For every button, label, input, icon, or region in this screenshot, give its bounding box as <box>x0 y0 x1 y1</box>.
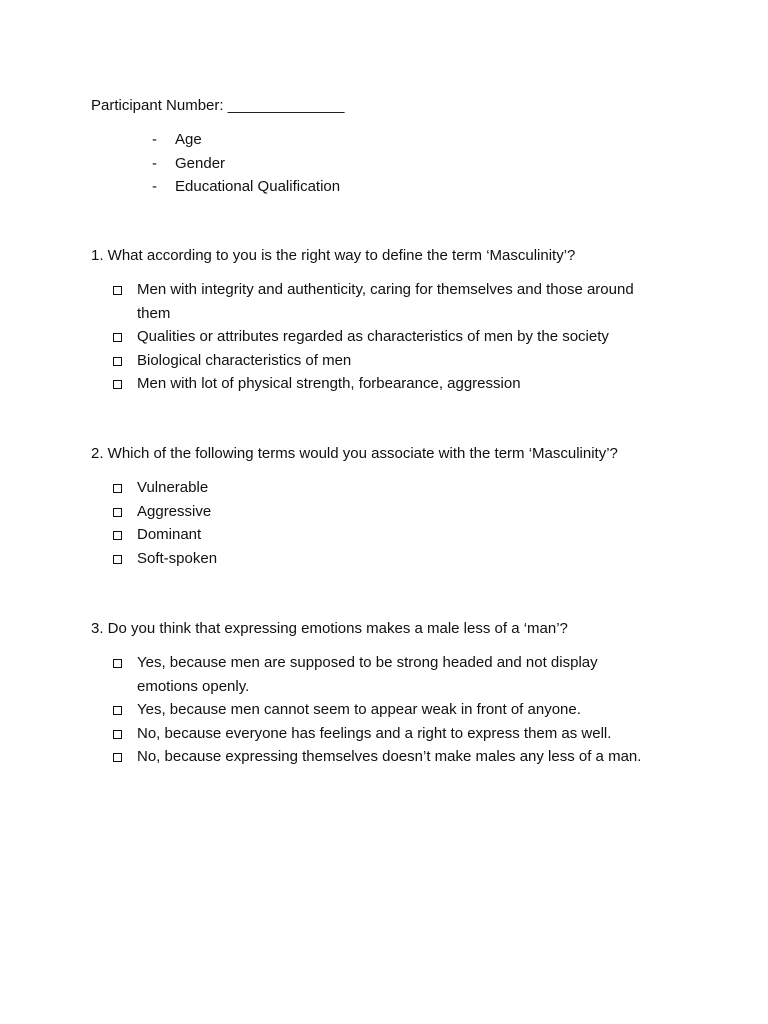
option-label: Qualities or attributes regarded as characteristics of men by the society <box>137 328 609 345</box>
option-label: Soft-spoken <box>137 549 218 567</box>
question-2-text: 2. Which of the following terms would you associate with the term ‘Masculinity’? <box>91 445 618 462</box>
option-label: No, because expressing themselves doesn’t make males any less of a man. <box>137 748 642 765</box>
demographic-label: Educational Qualification <box>175 178 341 195</box>
demographic-item-gender <box>152 152 340 176</box>
question-3-option-2[interactable] <box>112 698 657 722</box>
checkbox-icon[interactable] <box>113 380 122 389</box>
option-label: No, because everyone has feelings and a right to express them as well. <box>137 724 612 742</box>
demographic-label: Gender <box>175 154 226 172</box>
question-2-option-3[interactable] <box>112 523 672 547</box>
question-1-option-4[interactable] <box>112 372 652 396</box>
demographics-list <box>152 128 340 199</box>
checkbox-icon[interactable] <box>113 508 122 517</box>
list-dash: - <box>152 131 157 148</box>
option-label: Biological characteristics of men <box>137 351 352 369</box>
demographic-label: Age <box>175 131 202 148</box>
question-3-option-3[interactable] <box>112 722 657 746</box>
checkbox-icon[interactable] <box>113 286 122 295</box>
option-label: Aggressive <box>137 502 212 520</box>
option-label: Dominant <box>137 526 202 543</box>
question-1-option-1[interactable] <box>112 278 652 325</box>
option-label: Yes, because men cannot seem to appear weak in front of anyone. <box>137 701 581 718</box>
question-1-options <box>112 278 652 396</box>
option-label: Men with integrity and authenticity, caring for themselves and those around them <box>137 281 634 322</box>
question-3-text: 3. Do you think that expressing emotions makes a male less of a ‘man’? <box>91 620 568 637</box>
checkbox-icon[interactable] <box>113 531 122 540</box>
checkbox-icon[interactable] <box>113 659 122 668</box>
checkbox-icon[interactable] <box>113 357 122 366</box>
demographic-item-age <box>152 128 340 152</box>
question-1-text: 1. What according to you is the right way to define the term ‘Masculinity’? <box>91 247 576 264</box>
checkbox-icon[interactable] <box>113 484 122 493</box>
option-label: Yes, because men are supposed to be strong headed and not display emotions openly. <box>137 654 598 695</box>
question-1-option-2[interactable] <box>112 325 652 349</box>
list-dash: - <box>152 154 157 172</box>
question-2-option-2[interactable] <box>112 500 672 524</box>
question-3-options <box>112 651 657 769</box>
checkbox-icon[interactable] <box>113 753 122 762</box>
checkbox-icon[interactable] <box>113 555 122 564</box>
question-3-option-4[interactable] <box>112 745 657 769</box>
checkbox-icon[interactable] <box>113 333 122 342</box>
question-3-option-1[interactable] <box>112 651 657 698</box>
question-2-options <box>112 476 672 570</box>
question-1-option-3[interactable] <box>112 349 652 373</box>
checkbox-icon[interactable] <box>113 706 122 715</box>
option-label: Men with lot of physical strength, forbearance, aggression <box>137 375 521 392</box>
question-2-option-1[interactable] <box>112 476 672 500</box>
question-2-option-4[interactable] <box>112 547 672 571</box>
demographic-item-education <box>152 175 340 199</box>
option-label: Vulnerable <box>137 479 209 496</box>
participant-number-field[interactable]: Participant Number: ______________ <box>91 97 345 114</box>
checkbox-icon[interactable] <box>113 730 122 739</box>
list-dash: - <box>152 178 157 195</box>
